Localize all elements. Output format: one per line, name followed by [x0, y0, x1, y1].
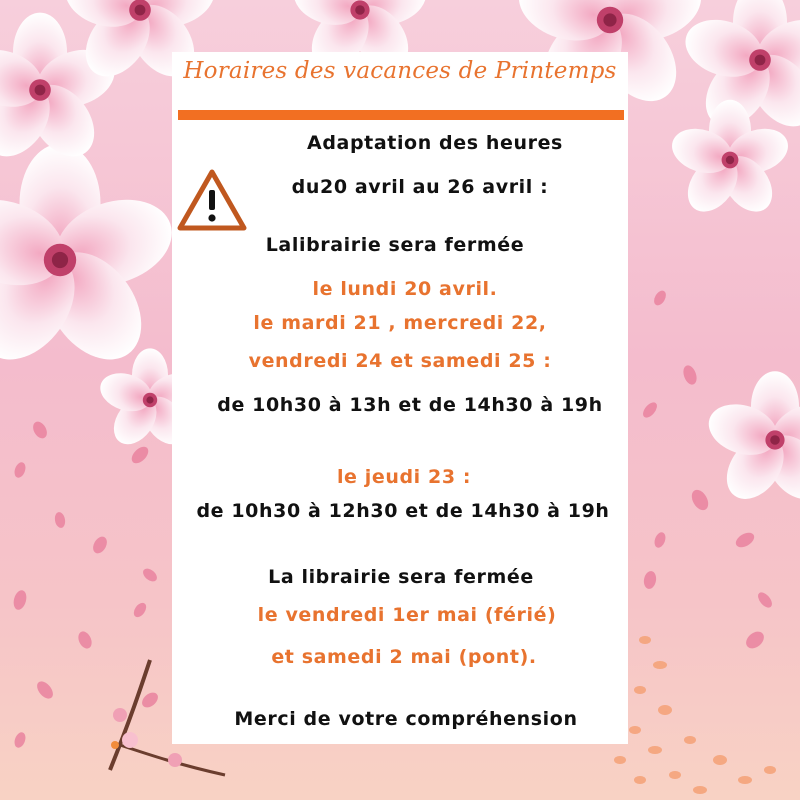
petal-cascade	[614, 636, 776, 794]
adaptation-heading: Adaptation des heures	[307, 132, 563, 154]
days-group-1b: vendredi 24 et samedi 25 :	[248, 350, 552, 372]
blossom-flower	[0, 144, 183, 378]
thank-you-line: Merci de votre compréhension	[234, 708, 578, 730]
date-range-line: du20 avril au 26 avril :	[291, 176, 549, 198]
hours-group-1: de 10h30 à 13h et de 14h30 à 19h	[217, 394, 603, 416]
poster-title: Horaires des vacances de Printemps	[183, 58, 617, 84]
blossom-flower	[702, 371, 800, 510]
closed-day-may-2: et samedi 2 mai (pont).	[271, 646, 537, 668]
title-underline-bar	[178, 110, 624, 120]
closed-day-monday: le lundi 20 avril.	[312, 278, 498, 300]
hours-thursday: de 10h30 à 12h30 et de 14h30 à 19h	[196, 500, 610, 522]
day-thursday: le jeudi 23 :	[336, 466, 472, 488]
closure-heading-2: La librairie sera fermée	[268, 566, 534, 588]
schedule-card	[172, 52, 628, 744]
closure-heading-1: Lalibrairie sera fermée	[265, 234, 525, 256]
days-group-1a: le mardi 21 , mercredi 22,	[253, 312, 547, 334]
closed-day-may-1: le vendredi 1er mai (férié)	[257, 604, 557, 626]
